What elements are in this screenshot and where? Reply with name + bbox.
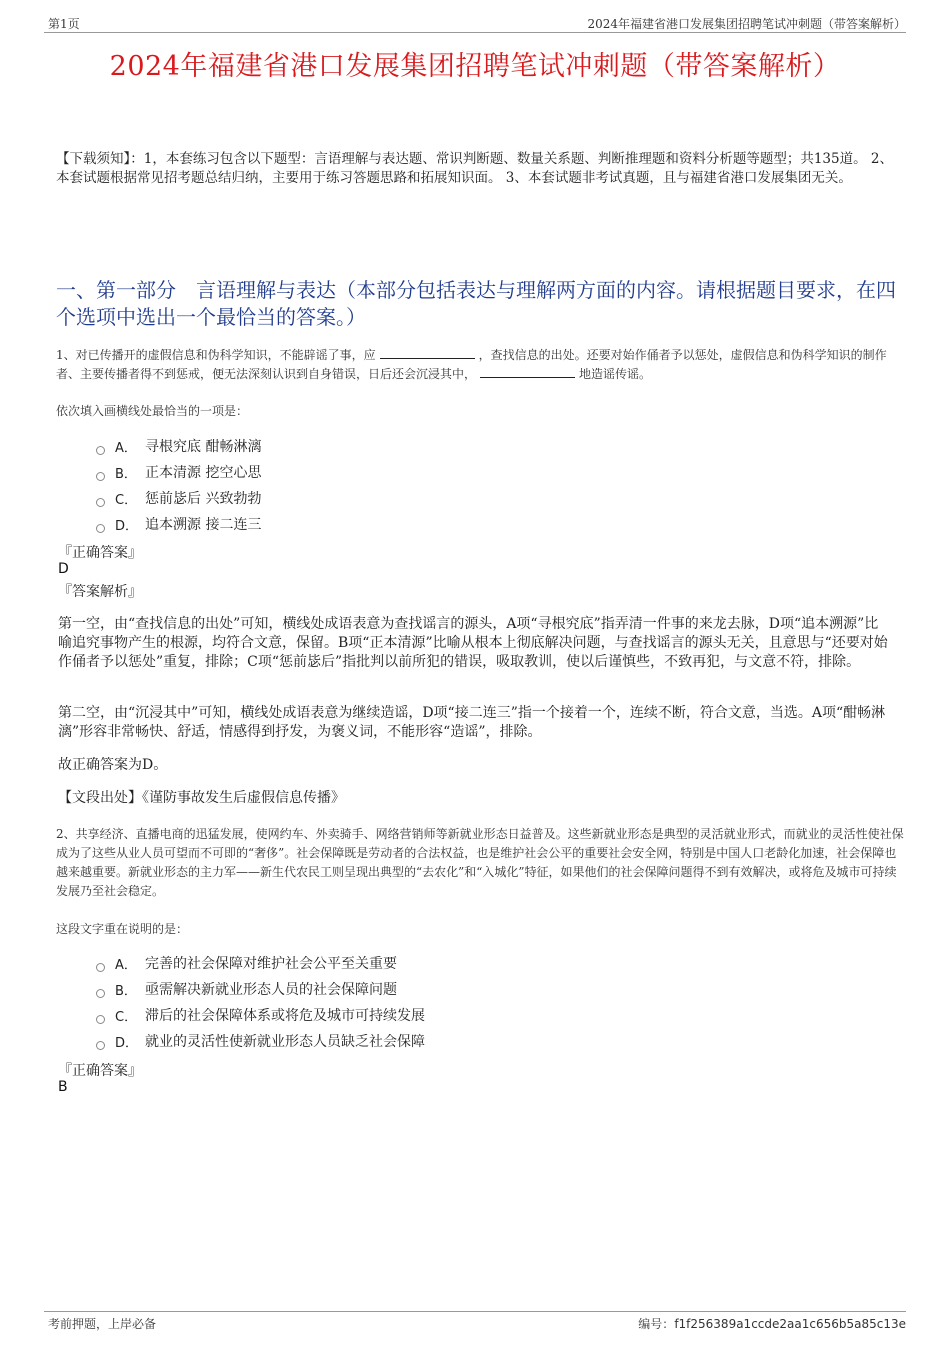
option-text: 滞后的社会保障体系或将危及城市可持续发展 bbox=[145, 1008, 425, 1024]
radio-icon[interactable] bbox=[96, 963, 105, 972]
radio-icon[interactable] bbox=[96, 498, 105, 507]
q1-analysis-label: 『答案解析』 bbox=[58, 584, 142, 600]
q1-answer-label: 『正确答案』 bbox=[58, 545, 142, 561]
option-letter: B． bbox=[115, 983, 137, 999]
q1-option-b[interactable] bbox=[96, 459, 796, 485]
option-letter: C． bbox=[115, 1009, 138, 1025]
document-code bbox=[638, 1315, 906, 1332]
q2-option-b[interactable] bbox=[96, 976, 796, 1002]
running-title: 2024年福建省港口发展集团招聘笔试冲刺题（带答案解析） bbox=[587, 17, 906, 31]
q1-blank-2 bbox=[480, 365, 575, 378]
radio-icon[interactable] bbox=[96, 1041, 105, 1050]
page-header bbox=[44, 12, 906, 33]
q1-source: 【文段出处】《谨防事故发生后虚假信息传播》 bbox=[58, 790, 345, 806]
option-text: 追本溯源 接二连三 bbox=[145, 517, 262, 533]
q2-option-c[interactable] bbox=[96, 1002, 796, 1028]
q1-option-c[interactable] bbox=[96, 485, 796, 511]
question-2-stem: 2、共享经济、直播电商的迅猛发展，使网约车、外卖骑手、网络营销师等新就业形态日益普及。这些新就业形态是典型的灵活就业形式，而就业的灵活性使社保成为了这些从业人员可望而不可即的“奢侈”。社会保障既是劳动者的合法权益，也是维护社会公平的重要社会安全网，特别是中国人口老龄化加速，社会保障也越来越重要。新就业形态的主力军——新生代农民工则呈现出典型的“去农化”和“入城化”特征，如果他们的社会保障问题得不到有效解决，或将危及城市可持续发展乃至社会稳定。 bbox=[56, 827, 904, 898]
footer-slogan: 考前押题，上岸必备 bbox=[48, 1317, 157, 1331]
q2-prompt: 这段文字重在说明的是： bbox=[56, 922, 189, 936]
radio-icon[interactable] bbox=[96, 1015, 105, 1024]
radio-icon[interactable] bbox=[96, 524, 105, 533]
option-text: 就业的灵活性使新就业形态人员缺乏社会保障 bbox=[145, 1034, 425, 1050]
q1-analysis-para-1: 第一空，由“查找信息的出处”可知，横线处成语表意为查找谣言的源头，A项“寻根究底”指弄清一件事的来龙去脉，D项“追本溯源”比喻追究事物产生的根源，均符合文意，保留。B项“正本清源”比喻从根本上彻底解决问题，与查找谣言的源头无关，且意思与“还要对始作俑者予以惩处”重复，排除；C项“惩前毖后”指批判以前所犯的错误，吸取教训，使以后谨慎些，不致再犯，与文意不符，排除。 bbox=[58, 616, 888, 670]
option-letter: D． bbox=[115, 518, 139, 534]
q1-blank-1 bbox=[380, 346, 475, 359]
radio-icon[interactable] bbox=[96, 472, 105, 481]
code-label: 编号： bbox=[638, 1317, 675, 1331]
q2-option-d[interactable] bbox=[96, 1028, 796, 1054]
document-title: 2024年福建省港口发展集团招聘笔试冲刺题（带答案解析） bbox=[109, 51, 841, 82]
q1-option-a[interactable] bbox=[96, 433, 796, 459]
q2-answer: B bbox=[58, 1079, 68, 1095]
option-letter: A． bbox=[115, 440, 137, 456]
q2-options bbox=[96, 950, 796, 1054]
option-letter: A． bbox=[115, 957, 137, 973]
q1-analysis-conclusion: 故正确答案为D。 bbox=[58, 757, 168, 773]
option-text: 惩前毖后 兴致勃勃 bbox=[145, 491, 262, 507]
q1-text-c: 地造谣传谣。 bbox=[579, 367, 652, 381]
option-letter: C． bbox=[115, 492, 138, 508]
option-letter: B． bbox=[115, 466, 137, 482]
option-text: 寻根究底 酣畅淋漓 bbox=[145, 439, 262, 455]
option-text: 完善的社会保障对维护社会公平至关重要 bbox=[145, 956, 397, 972]
radio-icon[interactable] bbox=[96, 989, 105, 998]
section-heading: 一、第一部分 言语理解与表达（本部分包括表达与理解两方面的内容。请根据题目要求，在四个选项中选出一个最恰当的答案。） bbox=[56, 278, 896, 329]
q2-answer-label: 『正确答案』 bbox=[58, 1063, 142, 1079]
code-value: f1f256389a1ccde2aa1c656b5a85c13e bbox=[674, 1317, 906, 1331]
question-1-stem bbox=[56, 346, 906, 384]
q1-options bbox=[96, 433, 796, 537]
option-text: 正本清源 挖空心思 bbox=[145, 465, 262, 481]
page-number: 第1页 bbox=[48, 17, 80, 31]
page-footer bbox=[44, 1311, 906, 1332]
option-text: 亟需解决新就业形态人员的社会保障问题 bbox=[145, 982, 397, 998]
q2-option-a[interactable] bbox=[96, 950, 796, 976]
q1-option-d[interactable] bbox=[96, 511, 796, 537]
q1-prompt: 依次填入画横线处最恰当的一项是： bbox=[56, 404, 249, 418]
q1-text-a: 1、对已传播开的虚假信息和伪科学知识，不能辟谣了事，应 bbox=[56, 348, 376, 362]
q1-analysis-para-2: 第二空，由“沉浸其中”可知，横线处成语表意为继续造谣，D项“接二连三”指一个接着一个，连续不断，符合文意，当选。A项“酣畅淋漓”形容非常畅快、舒适，情感得到抒发，为褒义词，不能形容“造谣”，排除。 bbox=[58, 705, 886, 740]
q1-text-b: ，查找信息的出处。还要对始作俑者予以惩处，虚假信息和伪科学知识的制作者、主要传播者得不到惩戒，便无法深刻认识到自身错误，日后还会沉浸其中， bbox=[56, 348, 887, 381]
download-notice: 【下载须知】：1，本套练习包含以下题型：言语理解与表达题、常识判断题、数量关系题、判断推理题和资料分析题等题型；共135道。 2、本套试题根据常见招考题总结归纳，主要用于练习答题思路和拓展知识面。 3、本套试题非考试真题，且与福建省港口发展集团无关。 bbox=[56, 151, 893, 186]
option-letter: D． bbox=[115, 1035, 139, 1051]
q1-answer: D bbox=[58, 561, 69, 577]
radio-icon[interactable] bbox=[96, 446, 105, 455]
